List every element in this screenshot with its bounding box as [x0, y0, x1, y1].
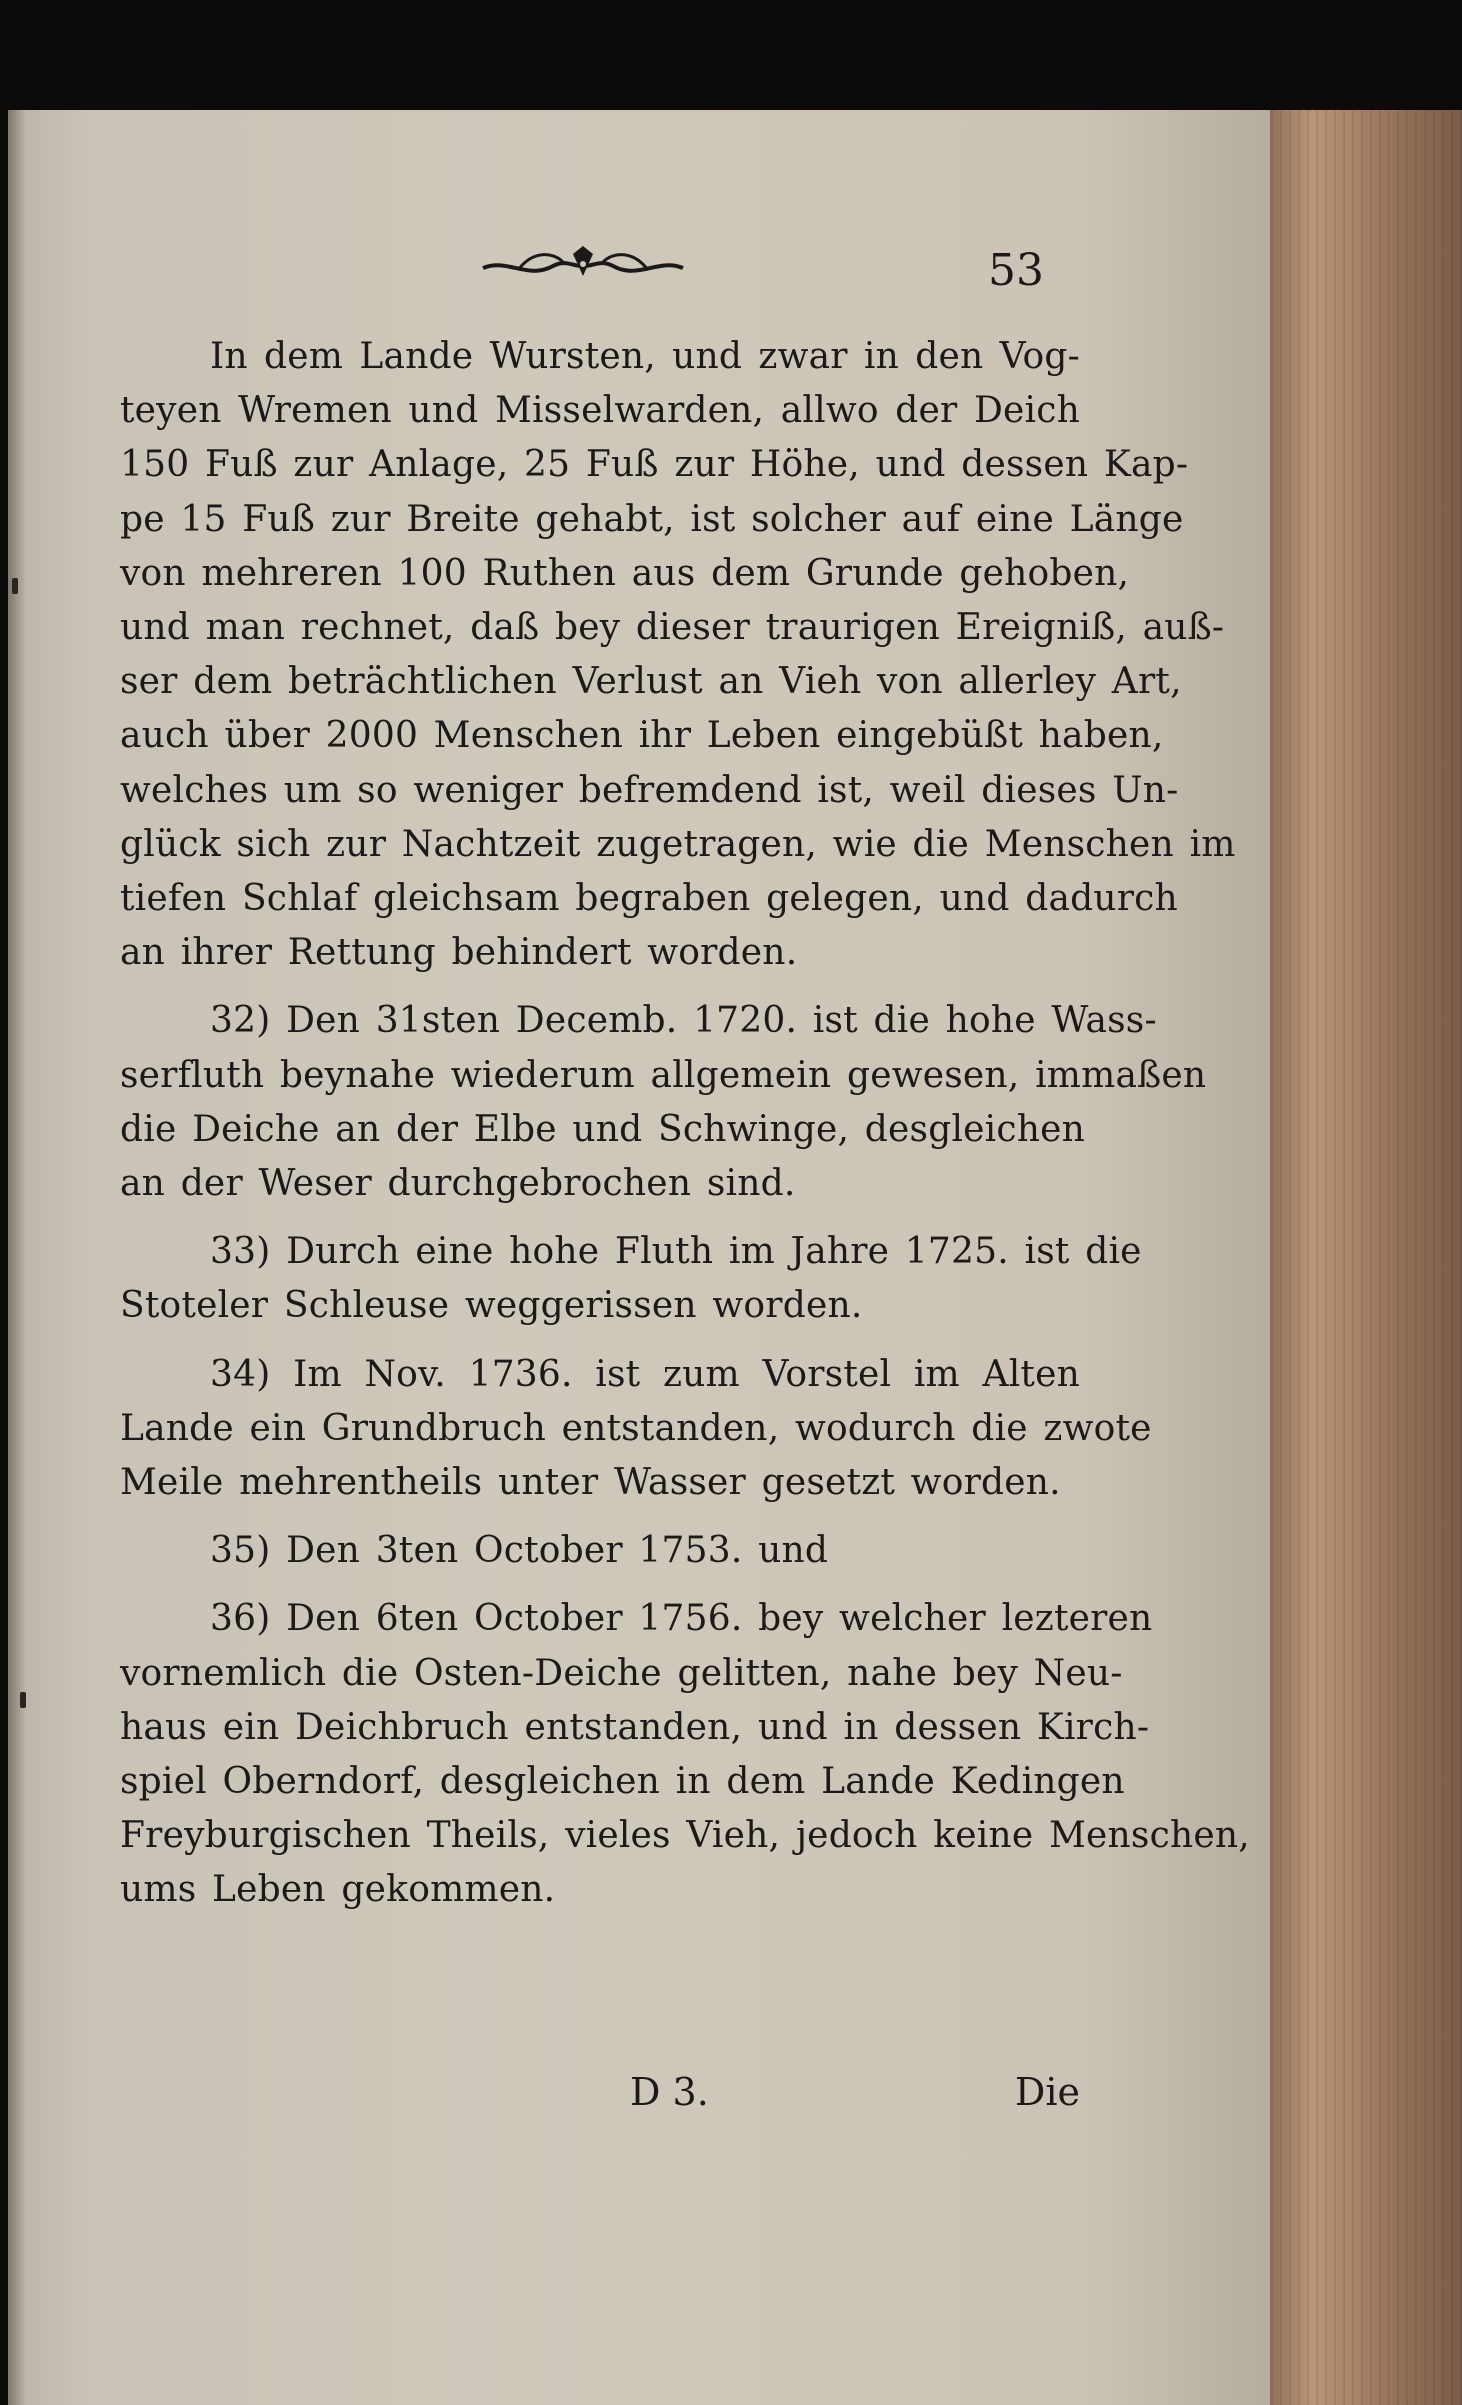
- text-line: ser dem beträchtlichen Verlust an Vieh von allerley Art,: [120, 661, 1182, 703]
- text-line: 150 Fuß zur Anlage, 25 Fuß zur Höhe, und dessen Kap‑: [120, 444, 1189, 486]
- text-line: auch über 2000 Menschen ihr Leben eingebüßt haben,: [120, 715, 1164, 757]
- text-line: pe 15 Fuß zur Breite gehabt, ist solcher auf eine Länge: [120, 498, 1184, 540]
- paragraph: [120, 1348, 1152, 1511]
- body-text: [120, 330, 1250, 1918]
- text-line: haus ein Deichbruch entstanden, und in dessen Kirch‑: [120, 1706, 1150, 1748]
- text-line: ums Leben gekommen.: [120, 1869, 556, 1911]
- text-line: In dem Lande Wursten, und zwar in den Vog‑: [210, 336, 1080, 377]
- text-line: serfluth beynahe wiederum allgemein gewesen, immaßen: [120, 1054, 1207, 1096]
- text-line: Stoteler Schleuse weggerissen worden.: [120, 1285, 863, 1327]
- vignette-ornament-icon: [478, 240, 688, 290]
- paragraph: [120, 1225, 1142, 1333]
- paragraph: [120, 994, 1207, 1211]
- margin-ink-mark: [20, 1692, 26, 1708]
- text-line: 35) Den 3ten October 1753. und: [210, 1530, 829, 1572]
- text-line: glück sich zur Nachtzeit zugetragen, wie die Menschen im: [120, 823, 1236, 865]
- text-line: an der Weser durchgebrochen sind.: [120, 1163, 796, 1205]
- text-line: 32) Den 31sten Decemb. 1720. ist die hohe Wass‑: [210, 1000, 1157, 1042]
- page-footer: [120, 2070, 1080, 2126]
- signature-mark: D 3.: [630, 2070, 709, 2114]
- paragraph: [120, 1592, 1250, 1917]
- book-page-edge: [1262, 110, 1462, 2405]
- text-line: vornemlich die Osten‑Deiche gelitten, nahe bey Neu‑: [120, 1652, 1123, 1694]
- paragraph: [120, 1524, 1080, 1578]
- text-line: Lande ein Grundbruch entstanden, wodurch die zwote: [120, 1407, 1152, 1449]
- text-line: von mehreren 100 Ruthen aus dem Grunde gehoben,: [120, 552, 1130, 594]
- text-line: und man rechnet, daß bey dieser traurigen Ereigniß, auß‑: [120, 607, 1225, 649]
- text-line: an ihrer Rettung behindert worden.: [120, 932, 798, 974]
- catchword: Die: [1014, 2070, 1080, 2114]
- book-page: [8, 110, 1270, 2405]
- text-line: 36) Den 6ten October 1756. bey welcher lezteren: [210, 1598, 1153, 1640]
- text-line: Freyburgischen Theils, vieles Vieh, jedoch keine Menschen,: [120, 1815, 1250, 1857]
- text-line: 33) Durch eine hohe Fluth im Jahre 1725. ist die: [210, 1231, 1142, 1273]
- text-line: 34) Im Nov. 1736. ist zum Vorstel im Alten: [210, 1353, 1080, 1395]
- text-line: tiefen Schlaf gleichsam begraben gelegen, und dadurch: [120, 878, 1178, 920]
- paragraph: [120, 330, 1236, 980]
- text-line: welches um so weniger befremdend ist, weil dieses Un‑: [120, 769, 1179, 811]
- text-line: Meile mehrentheils unter Wasser gesetzt worden.: [120, 1462, 1061, 1504]
- margin-ink-mark: [12, 578, 18, 594]
- text-line: die Deiche an der Elbe und Schwinge, desgleichen: [120, 1108, 1086, 1150]
- page-number: 53: [988, 245, 1044, 296]
- text-line: spiel Oberndorf, desgleichen in dem Lande Kedingen: [120, 1761, 1125, 1803]
- text-line: teyen Wremen und Misselwarden, allwo der Deich: [120, 390, 1080, 432]
